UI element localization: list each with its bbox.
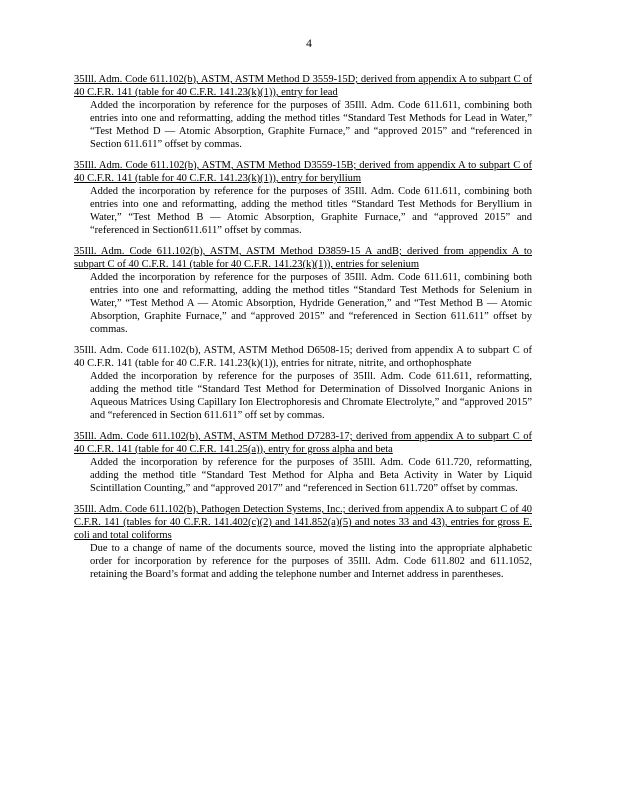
entry-citation: 35Ill. Adm. Code 611.102(b), ASTM, ASTM Method D6508-15; derived from appendix A to subpart C of 40 C.F.R. 141 (table for 40 C.F.R. 141.23(k)(1)), entries for nitrate, nitrite, and orthophosphate <box>74 345 532 369</box>
entry-description: Added the incorporation by reference for the purposes of 35Ill. Adm. Code 611.611, combining both entries into one and reformatting, adding the method titles “Standard Test Methods for Selenium in Water,” “Test Method A — Atomic Absorption, Hydride Generation,” and “Test Method B — Atomic Absorption, Graphite Furnace,” and “approved 2015” and “referenced in Section 611.611” offset by commas. <box>90 272 532 335</box>
entry-description: Added the incorporation by reference for the purposes of 35Ill. Adm. Code 611.611, combining both entries into one and reformatting, adding the method titles “Standard Test Methods for Lead in Water,” “Test Method D — Atomic Absorption, Graphite Furnace,” and “approved 2015” and “referenced in Section 611.611” offset by commas. <box>90 100 532 150</box>
entry-citation: 35Ill. Adm. Code 611.102(b), ASTM, ASTM Method D3859-15 A andB; derived from appendix A to subpart C of 40 C.F.R. 141 (table for 40 C.F.R. 141.23(k)(1)), entries for selenium <box>74 246 532 270</box>
page-number: 4 <box>306 38 312 50</box>
entry-citation: 35Ill. Adm. Code 611.102(b), ASTM, ASTM Method D 3559-15D; derived from appendix A to subpart C of 40 C.F.R. 141 (table for 40 C.F.R. 141.23(k)(1)), entry for lead <box>74 74 532 98</box>
entry-description: Added the incorporation by reference for the purposes of 35Ill. Adm. Code 611.611, combining both entries into one and reformatting, adding the method titles “Standard Test Methods for Beryllium in Water,” “Test Method B — Atomic Absorption, Graphite Furnace,” and “approved 2015” and “referenced in Section611.611” offset by commas. <box>90 186 532 236</box>
entry-beryllium <box>74 159 532 237</box>
entry-citation: 35Ill. Adm. Code 611.102(b), Pathogen Detection Systems, Inc.; derived from appendix A to subpart C of 40 C.F.R. 141 (tables for 40 C.F.R. 141.402(c)(2) and 141.852(a)(5) and notes 33 and 43), entries for gross E. coli and total coliforms <box>74 504 532 541</box>
entry-citation: 35Ill. Adm. Code 611.102(b), ASTM, ASTM Method D7283-17; derived from appendix A to subpart C of 40 C.F.R. 141 (table for 40 C.F.R. 141.25(a)), entry for gross alpha and beta <box>74 431 532 455</box>
amendment-list <box>74 73 532 589</box>
entry-description: Added the incorporation by reference for the purposes of 35Ill. Adm. Code 611.720, reformatting, adding the method title “Standard Test Method for Alpha and Beta Activity in Water by Liquid Scintillation Counting,” and “approved 2017” and “referenced in Section 611.720” offset by commas. <box>90 457 532 494</box>
entry-selenium <box>74 245 532 336</box>
entry-lead <box>74 73 532 151</box>
entry-pathogen-detection <box>74 503 532 581</box>
entry-gross-alpha-beta <box>74 430 532 495</box>
entry-nitrate <box>74 344 532 422</box>
entry-description: Due to a change of name of the documents source, moved the listing into the appropriate alphabetic order for incorporation by reference for the purposes of 35Ill. Adm. Code 611.802 and 611.1052, retaining the Board’s format and adding the telephone number and Internet address in parentheses. <box>90 543 532 580</box>
entry-description: Added the incorporation by reference for the purposes of 35Ill. Adm. Code 611.611, reformatting, adding the method title “Standard Test Method for Determination of Dissolved Inorganic Anions in Aqueous Matrices Using Capillary Ion Electrophoresis and Chromate Electrolyte,” and “approved 2015” and “referenced in Section 611.611” off set by commas. <box>90 371 532 421</box>
entry-citation: 35Ill. Adm. Code 611.102(b), ASTM, ASTM Method D3559-15B; derived from appendix A to subpart C of 40 C.F.R. 141 (table for 40 C.F.R. 141.23(k)(1)), entry for beryllium <box>74 160 532 184</box>
